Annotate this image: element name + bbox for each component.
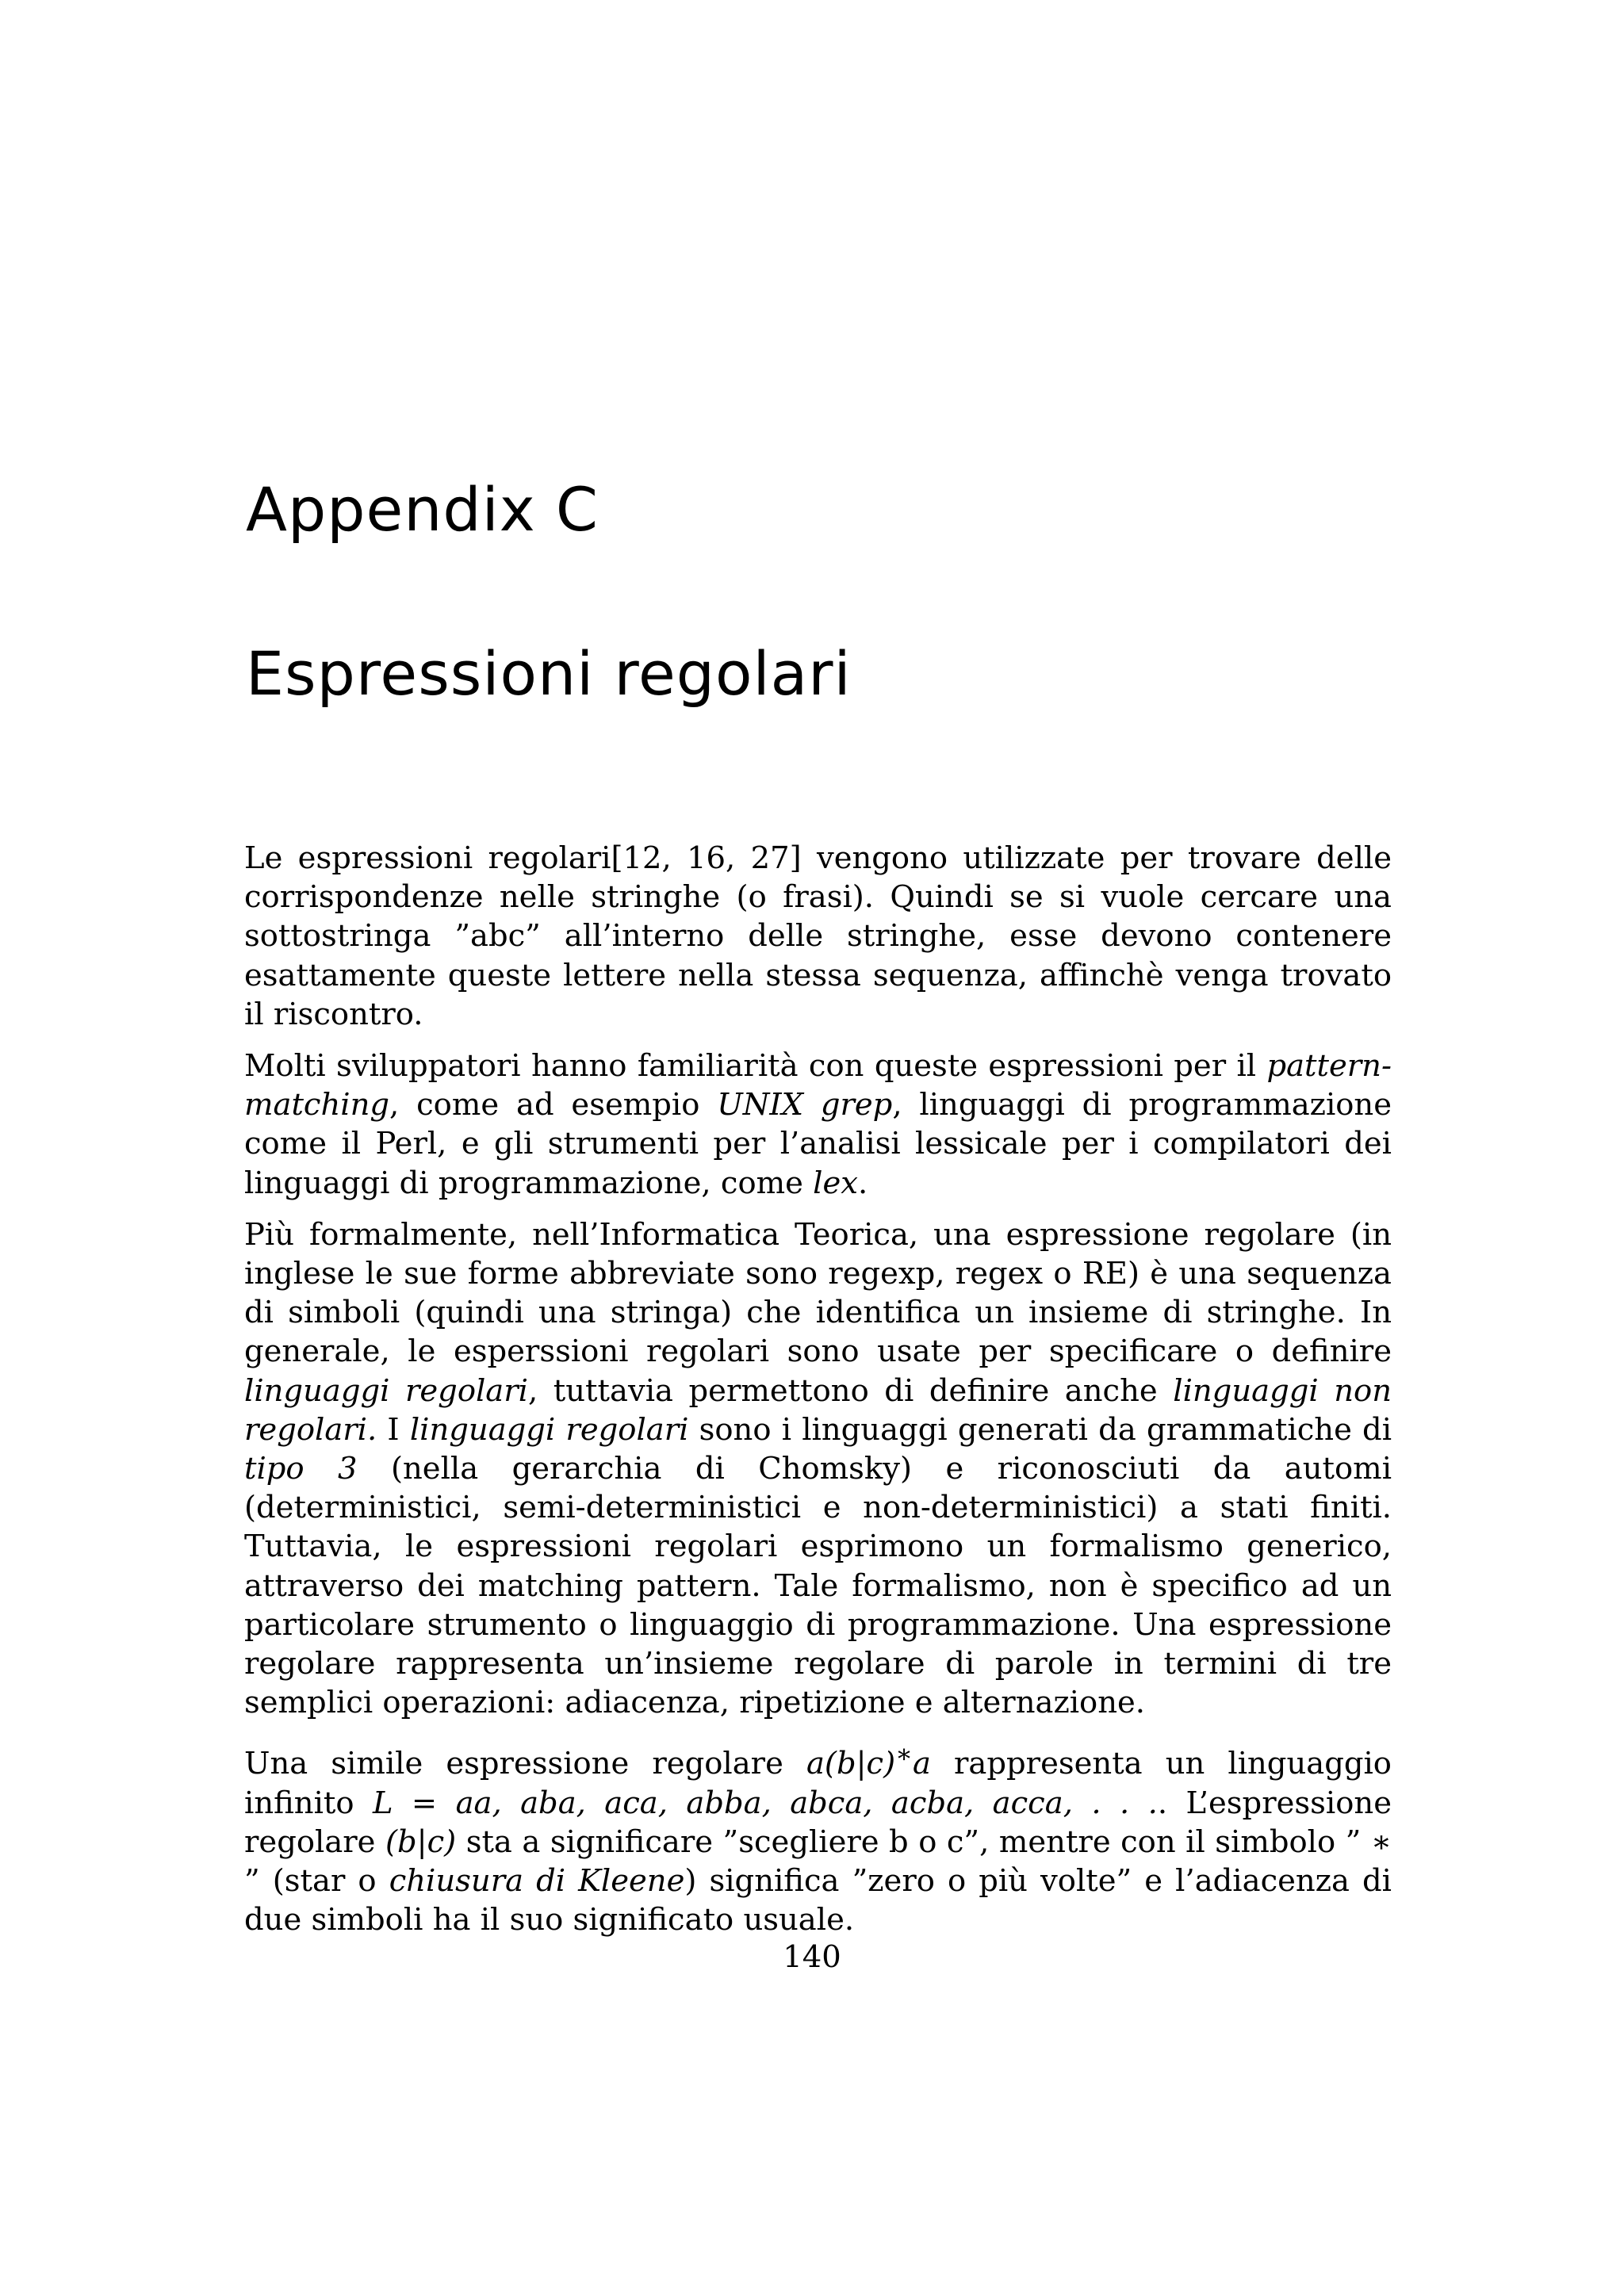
p3-text-4: sono i linguaggi generati da grammatiche di — [688, 1411, 1392, 1448]
p3-italic-linguaggi-regolari: linguaggi regolari — [244, 1372, 528, 1409]
p2-text-3: , linguaggi di programmazione come il Perl, e gli strumenti per l’analisi lessicale per i compilatori dei linguaggi di programmazione, come — [244, 1087, 1392, 1201]
p4-text-4: sta a significare ”scegliere b o c”, mentre con il simbolo ” ∗ ” (star o — [244, 1823, 1392, 1899]
p4-math-language: aa, aba, aca, abba, abca, acba, acca, . . . — [455, 1785, 1158, 1821]
paragraph-1: Le espressioni regolari[12, 16, 27] vengono utilizzate per trovare delle corrispondenze nelle stringhe (o frasi). Quindi se si vuole cercare una sottostringa ”abc” all’interno delle stringhe, esse devono contenere esattamente queste lettere nella stessa sequenza, affinchè venga trovato il riscontro. — [244, 840, 1392, 1032]
p2-text-1: Molti sviluppatori hanno familiarità con queste espressioni per il — [244, 1048, 1267, 1085]
chapter-title: Espressioni regolari — [246, 638, 852, 709]
paragraph-2 — [244, 1047, 1392, 1203]
paragraph-3 — [244, 1215, 1392, 1723]
p4-math-equals: = — [393, 1785, 456, 1821]
p3-text-5: (nella gerarchia di Chomsky) e riconosciuti da automi (deterministici, semi-deterministici e non-deterministici) a stati finiti. Tuttavia, le espressioni regolari esprimono un formalismo generico, attraverso dei matching pattern. Tale formalismo, non è specifico ad un particolare strumento o linguaggio di programmazione. Una espressione regolare rappresenta un’insieme regolare di parole in termini di tre semplici operazioni: adiacenza, ripetizione e alternazione. — [244, 1451, 1392, 1721]
p4-math-star: ∗ — [895, 1739, 913, 1770]
p3-text-1: Più formalmente, nell’Informatica Teorica, una espressione regolare (in inglese le sue forme abbreviate sono regexp, regex o RE) è una sequenza di simboli (quindi una stringa) che identifica un insieme di stringhe. In generale, le esperssioni regolari sono usate per specificare o definire — [244, 1216, 1392, 1370]
p3-text-2: , tuttavia permettono di definire anche — [527, 1372, 1174, 1409]
chapter-label: Appendix C — [246, 474, 599, 545]
p4-text-1: Una simile espressione regolare — [244, 1746, 806, 1782]
p3-text-3: I — [377, 1411, 410, 1448]
p4-text-2: rappresenta un linguaggio infinito — [244, 1746, 1392, 1821]
p4-math-regex-end: a — [912, 1746, 931, 1782]
p2-italic-unix-grep: UNIX grep — [717, 1087, 893, 1123]
p2-italic-lex: lex — [813, 1165, 858, 1201]
p3-italic-linguaggi-non-regolari: linguaggi non regolari. — [244, 1372, 1392, 1448]
p4-math-L: L — [372, 1785, 393, 1821]
p4-math-alternation: (b|c) — [385, 1823, 457, 1860]
p4-italic-kleene: chiusura di Kleene — [389, 1862, 685, 1899]
page-number: 140 — [783, 1939, 841, 1975]
p2-text-4: . — [857, 1165, 868, 1201]
p2-text-2: , come ad esempio — [389, 1087, 718, 1123]
body-text — [244, 839, 1392, 1952]
p3-italic-tipo-3: tipo 3 — [244, 1451, 358, 1487]
p3-italic-linguaggi-regolari-2: linguaggi regolari — [409, 1411, 689, 1448]
p4-text-3: . L’espressione regolare — [244, 1785, 1392, 1860]
p2-italic-pattern-matching: pattern-matching — [244, 1048, 1392, 1123]
paragraph-4 — [244, 1735, 1392, 1939]
p4-text-5: ) significa ”zero o più volte” e l’adiacenza di due simboli ha il suo significato usuale. — [244, 1862, 1392, 1938]
p4-math-regex: a(b|c) — [806, 1746, 896, 1782]
